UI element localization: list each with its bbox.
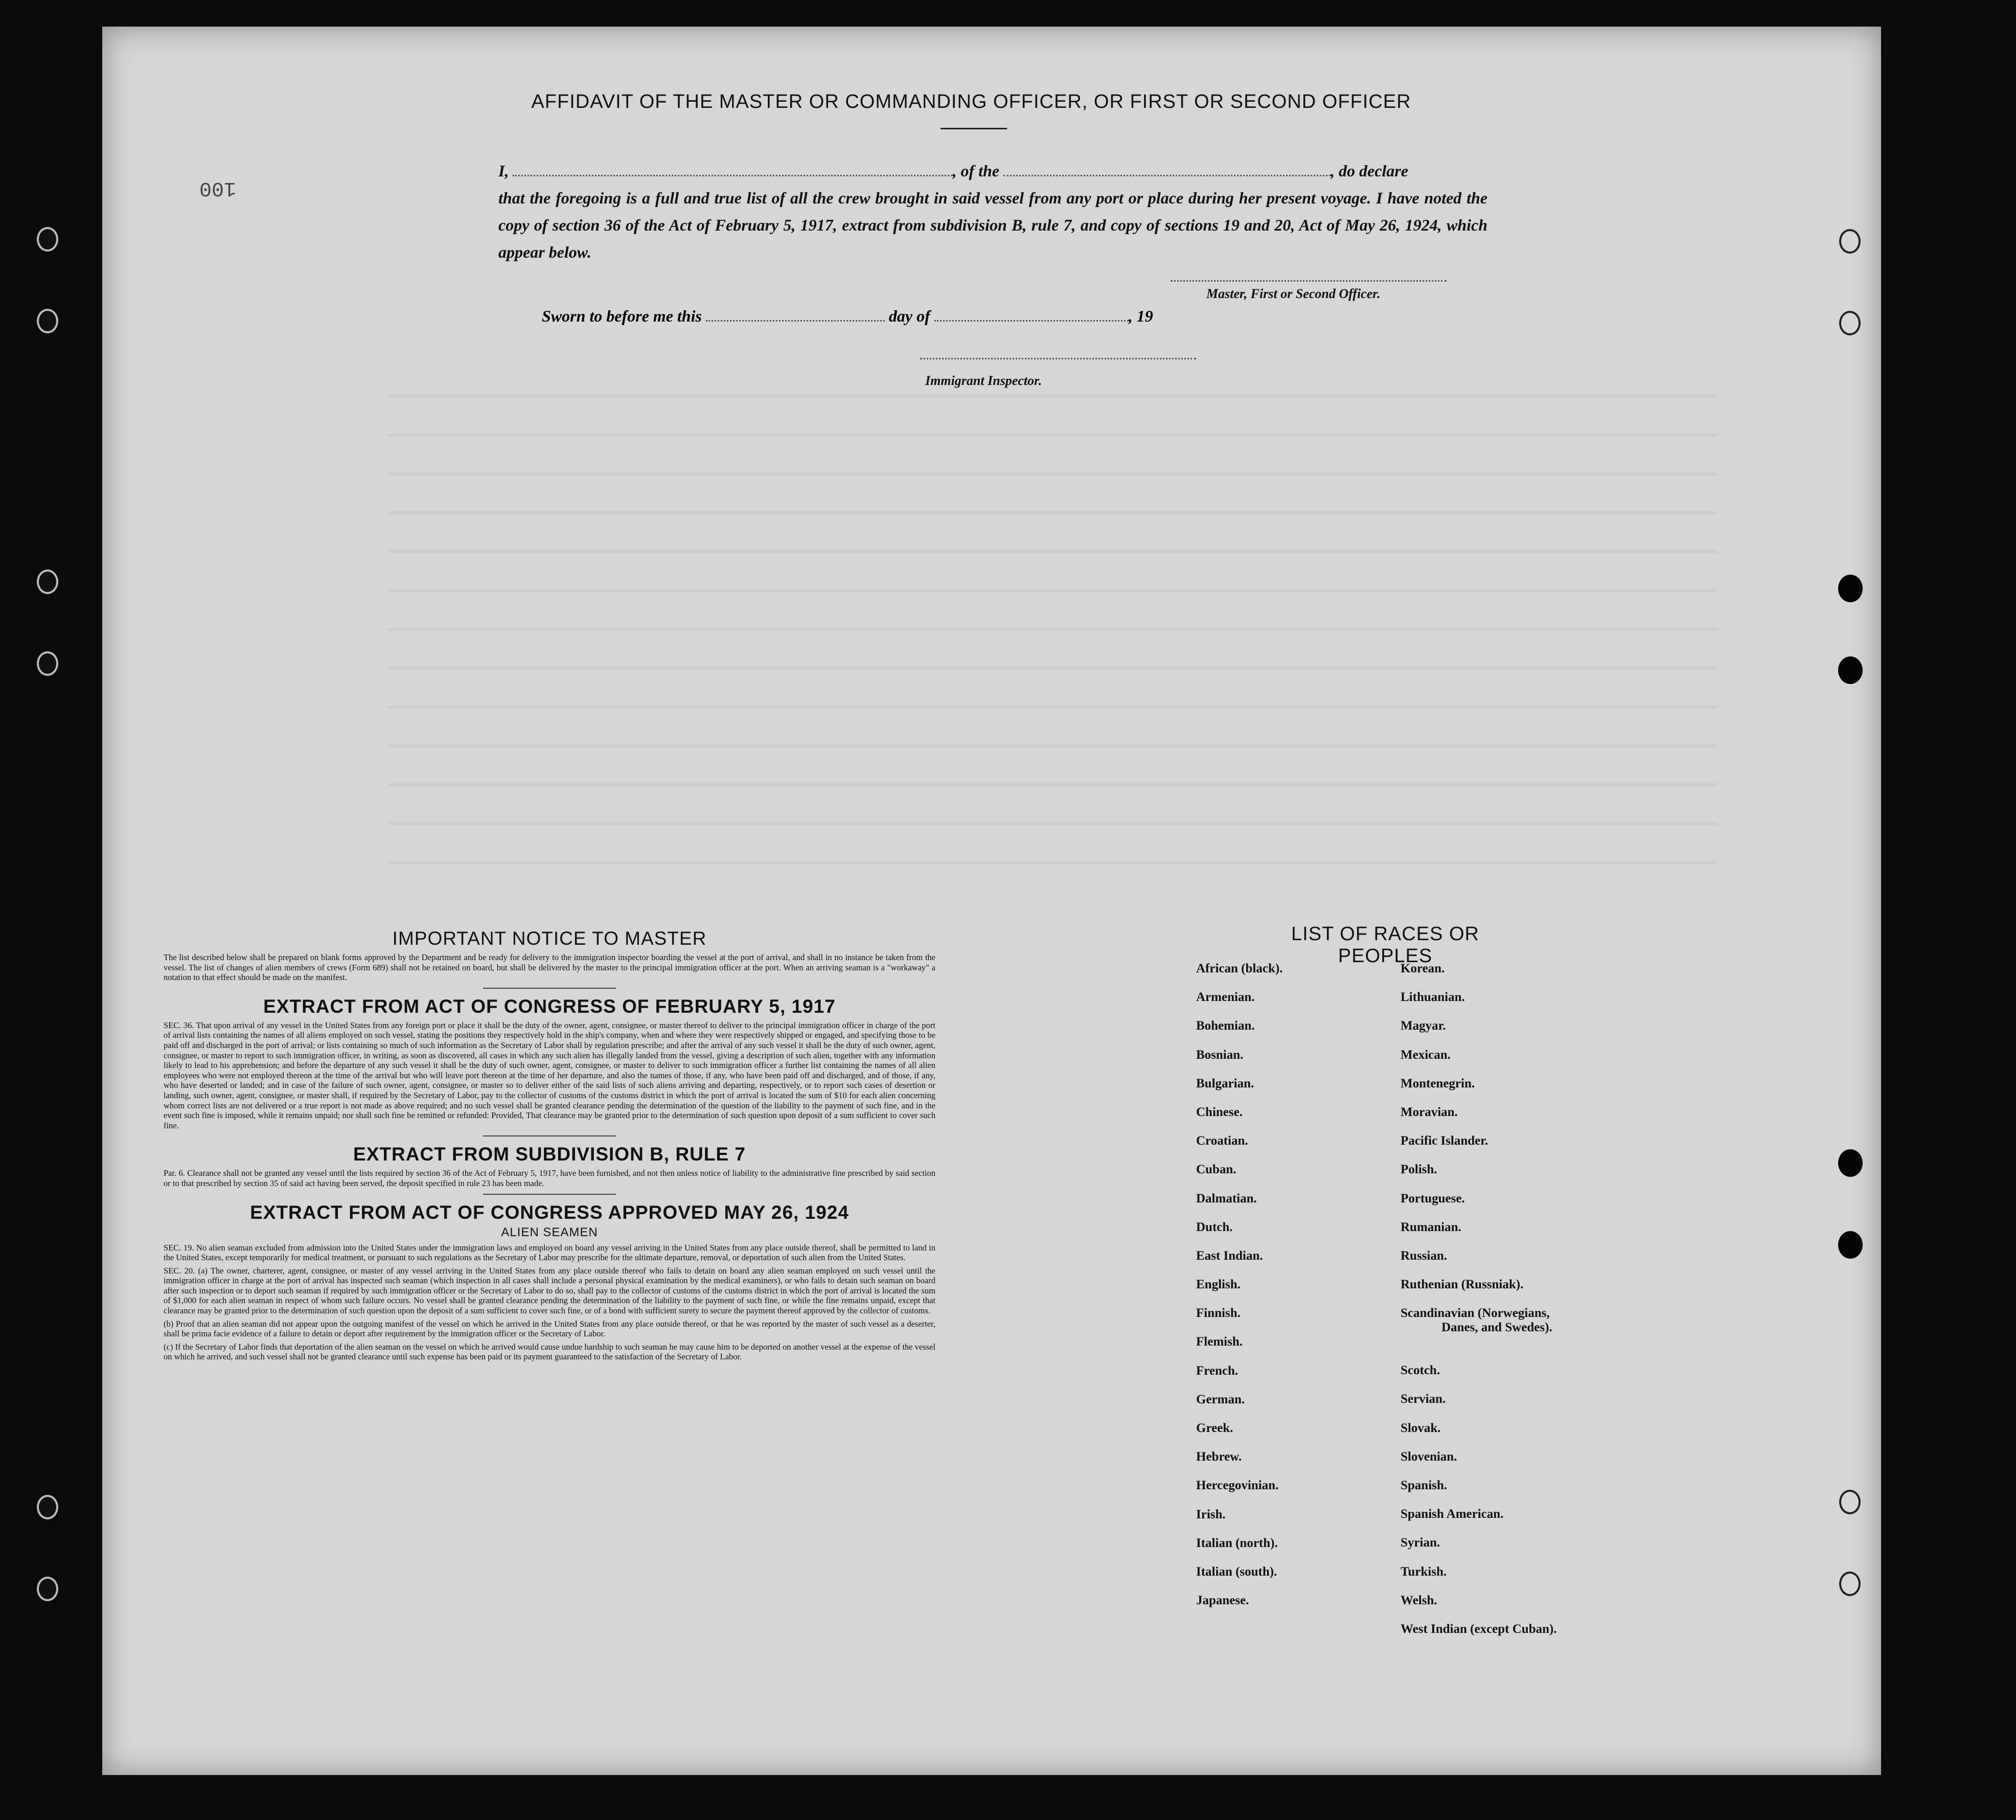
- legal-notice-block: [164, 928, 935, 1362]
- race-item: Mexican.: [1401, 1048, 1451, 1062]
- races-list-right: [1401, 961, 1557, 1650]
- race-item: Montenegrin.: [1401, 1076, 1475, 1090]
- race-item: Japanese.: [1196, 1594, 1249, 1608]
- race-item: Moravian.: [1401, 1105, 1458, 1119]
- race-item: Bohemian.: [1196, 1019, 1255, 1033]
- inspector-label: Immigrant Inspector.: [925, 373, 1042, 388]
- race-item: German.: [1196, 1392, 1245, 1406]
- day-blank: [706, 307, 885, 322]
- declare-of: , of the: [952, 162, 999, 180]
- affidavit-title: AFFIDAVIT OF THE MASTER OR COMMANDING OFFICER, OR FIRST OR SECOND OFFICER: [531, 91, 1411, 112]
- race-item: Servian.: [1401, 1392, 1446, 1406]
- name-blank: [513, 162, 952, 176]
- inspector-signature-line: [920, 358, 1196, 359]
- vessel-blank: [1003, 162, 1331, 176]
- race-item: East Indian.: [1196, 1248, 1263, 1263]
- race-item: Danes, and Swedes).: [1441, 1321, 1552, 1335]
- notice-text: The list described below shall be prepared on blank forms approved by the Department and be ready for delivery to the immigration inspector boarding the vessel at the port of arrival, and shall in no instance be taken from the vessel. The list of changes of alien members of crews (Form 689) shall not be retained on board, but shall be delivered by the master to the principal immigration officer at the port. When an arriving seaman is a "workaway" a notation to that effect should be made on the manifest.: [164, 952, 935, 983]
- document-page: [102, 27, 1881, 1775]
- punch-hole-icon: [1839, 1490, 1861, 1514]
- race-item: Croatian.: [1196, 1134, 1248, 1148]
- races-list-left: [1196, 961, 1282, 1622]
- master-signature-line: [1171, 280, 1447, 282]
- race-item: Flemish.: [1196, 1335, 1243, 1349]
- section-rule: [483, 1135, 616, 1136]
- punch-hole-icon: [1838, 656, 1863, 684]
- punch-hole-icon: [1839, 311, 1861, 335]
- sworn-line: [542, 307, 1153, 326]
- race-item: Ruthenian (Russniak).: [1401, 1278, 1524, 1292]
- binder-hole-icon: [37, 570, 58, 594]
- sworn-day: day of: [888, 307, 930, 325]
- race-item: Dalmatian.: [1196, 1191, 1257, 1205]
- race-item: Bulgarian.: [1196, 1076, 1254, 1090]
- sec19-text: SEC. 19. No alien seaman excluded from admission into the United States under the immigration laws and employed on board any vessel arriving in the United States from any place outside thereof, shall be permitted to land in the United States, except temporarily for medical treatment, or pursuant to such regulations as the Secretary of Labor may prescribe for the ultimate departure, removal, or deportation of such alien from the United States.: [164, 1242, 935, 1263]
- month-blank: [934, 307, 1129, 322]
- master-label: Master, First or Second Officer.: [1206, 286, 1381, 301]
- race-item: West Indian (except Cuban).: [1401, 1622, 1557, 1636]
- race-item: Pacific Islander.: [1401, 1134, 1488, 1148]
- race-item: Scandinavian (Norwegians,: [1401, 1306, 1550, 1321]
- rule7-text: Par. 6. Clearance shall not be granted any vessel until the lists required by section 36 of the Act of February 5, 1917, have been furnished, and not then unless notice of liability to the administrative fine prescribed by said section or to that prescribed by section 35 of said act having been served, the deposit specified in rule 23 has been made.: [164, 1168, 935, 1188]
- section-rule: [483, 988, 616, 989]
- race-item: Scotch.: [1401, 1363, 1440, 1378]
- race-item: Irish.: [1196, 1507, 1226, 1521]
- race-item: Italian (north).: [1196, 1536, 1278, 1550]
- race-item: Bosnian.: [1196, 1048, 1244, 1062]
- race-item: Hebrew.: [1196, 1450, 1242, 1464]
- race-item: Russian.: [1401, 1248, 1448, 1263]
- race-item: Portuguese.: [1401, 1191, 1465, 1205]
- sec20a-text: SEC. 20. (a) The owner, charterer, agent, consignee, or master of any vessel arriving in the United States from any place outside thereof who fails to detain on board any alien seaman employed on such vessel until the immigration officer in charge at the port of arrival has inspected such seaman (which inspection in all cases shall include a personal physical examination by the medical examiners), or who fails to detain such seaman on board after such inspection or to deport such seaman if required by such immigration officer or the Secretary of Labor to do so, shall pay to the collector of customs of the customs district in which the port of arrival is located the sum of $1,000 for each alien seaman in respect of whom such failure occurs. No vessel shall be granted clearance pending the determination of the liability to the payment of such fine, or while the fine remains unpaid, except that clearance may be granted prior to the determination of such question upon the deposit of a sum sufficient to cover such fine, or of a bond with sufficient surety to secure the payment thereof approved by the collector of customs.: [164, 1265, 935, 1316]
- race-item: Rumanian.: [1401, 1220, 1461, 1234]
- race-item: Cuban.: [1196, 1163, 1236, 1177]
- notice-title: IMPORTANT NOTICE TO MASTER: [392, 928, 707, 949]
- race-item: Welsh.: [1401, 1593, 1437, 1607]
- races-title: LIST OF RACES OR PEOPLES: [1291, 923, 1479, 967]
- sworn-year: , 19: [1128, 307, 1153, 325]
- punch-hole-icon: [1839, 229, 1861, 254]
- race-item: Spanish.: [1401, 1478, 1448, 1492]
- declare-i: I,: [498, 162, 509, 180]
- race-item: Polish.: [1401, 1163, 1437, 1177]
- race-item: African (black).: [1196, 962, 1283, 975]
- extract-1917-text: SEC. 36. That upon arrival of any vessel in the United States from any foreign port or place it shall be the duty of the owner, agent, consignee, or master thereof to deliver to the principal immigration officer in charge of the port of arrival lists containing the names of all aliens employed on such vessel, stating the positions they respectively hold in the ship's company, when and where they were respectively shipped or engaged, and specifying those to be paid off and discharged in the port of arrival; or lists containing so much of such information as the Secretary of Labor shall by regulation prescribe; and after the arrival of any such vessel it shall be the duty of such owner, agent, consignee, or master to report to such immigration officer, in writing, as soon as discovered, all cases in which any such alien has illegally landed from the vessel, giving a description of such alien, together with any information likely to lead to his apprehension; and before the departure of any such vessel it shall be the duty of such owner, agent, consignee, or master to deliver to such immigration officer a further list containing the names of all alien employees who were not employed thereon at the time of the arrival but who will leave port thereon at the time of her departure, and also the names of those, if any, who have been paid off and discharged, and of those, if any, who have deserted or landed; and in case of the failure of such owner, agent, consignee, or master so to deliver either of the said lists of such aliens arriving and departing, respectively, or to report such cases of desertion or landing, such owner, agent, consignee, or master shall, if required by the Secretary of Labor, pay to the collector of customs of the customs district in which the port of arrival is located the sum of $10 for each alien concerning whom correct lists are not delivered or a true report is not made as above required; and no such vessel shall be granted clearance pending the determination of the question of the liability to the payment of such fine, and in the event such fine is imposed, while it remains unpaid; nor shall such fine be remitted or refunded: Provided, That clearance may be granted prior to the determination of such question upon deposit of a sum sufficient to cover such fine.: [164, 1020, 935, 1130]
- race-item: Magyar.: [1401, 1019, 1446, 1033]
- bleed-through-text: [388, 389, 1717, 900]
- race-item: Lithuanian.: [1401, 990, 1465, 1005]
- binder-hole-icon: [37, 309, 58, 333]
- section-rule: [483, 1194, 616, 1195]
- declaration-body: that the foregoing is a full and true list of all the crew brought in said vessel from any port or place during her present voyage. I have noted the copy of section 36 of the Act of February 5, 1917, extract from subdivision B, rule 7, and copy of sections 19 and 20, Act of May 26, 1924, which appear below.: [498, 189, 1487, 261]
- alien-seamen-subtitle: ALIEN SEAMEN: [501, 1225, 598, 1239]
- race-item: English.: [1196, 1278, 1241, 1292]
- race-item: Armenian.: [1196, 990, 1255, 1005]
- sworn-prefix: Sworn to before me this: [542, 307, 702, 325]
- extract-1924-title: EXTRACT FROM ACT OF CONGRESS APPROVED MAY 26, 1924: [250, 1201, 849, 1223]
- race-item: Chinese.: [1196, 1105, 1243, 1119]
- race-item: Italian (south).: [1196, 1564, 1277, 1579]
- extract-1917-title: EXTRACT FROM ACT OF CONGRESS OF FEBRUARY 5, 1917: [263, 995, 836, 1017]
- punch-hole-icon: [1838, 1231, 1863, 1259]
- race-item: Slovenian.: [1401, 1449, 1457, 1464]
- race-item: Turkish.: [1401, 1564, 1447, 1579]
- race-item: Finnish.: [1196, 1306, 1241, 1321]
- sec20b-text: (b) Proof that an alien seaman did not appear upon the outgoing manifest of the vessel on which he arrived in the United States from any place outside thereof, or that he was reported by the master of such vessel as a deserter, shall be prima facie evidence of a failure to detain or deport after requirement by the immigration officer or the Secretary of Labor.: [164, 1318, 935, 1339]
- sec20c-text: (c) If the Secretary of Labor finds that deportation of the alien seaman on the vessel on which he arrived would cause undue hardship to such seaman he may cause him to be deported on another vessel at the expense of the vessel on which he arrived, and such vessel shall not be granted clearance until such expense has been paid or its payment guaranteed to the satisfaction of the Secretary of Labor.: [164, 1341, 935, 1362]
- title-rule: [941, 128, 1007, 129]
- binder-hole-icon: [37, 227, 58, 252]
- race-item: Spanish American.: [1401, 1507, 1504, 1521]
- affidavit-declaration: [498, 157, 1487, 266]
- declare-end: , do declare: [1331, 162, 1408, 180]
- race-item: French.: [1196, 1363, 1239, 1378]
- race-item: Korean.: [1401, 962, 1445, 975]
- binder-hole-icon: [37, 1495, 58, 1519]
- binder-hole-icon: [37, 651, 58, 676]
- punch-hole-icon: [1838, 575, 1863, 602]
- rule7-title: EXTRACT FROM SUBDIVISION B, RULE 7: [353, 1144, 746, 1165]
- race-item: Dutch.: [1196, 1220, 1233, 1234]
- binder-hole-icon: [37, 1577, 58, 1601]
- race-item: Hercegovinian.: [1196, 1478, 1279, 1493]
- punch-hole-icon: [1839, 1572, 1861, 1596]
- race-item: Greek.: [1196, 1421, 1233, 1435]
- race-item: Syrian.: [1401, 1536, 1440, 1550]
- page-number: 100: [199, 176, 237, 199]
- race-item: Slovak.: [1401, 1421, 1441, 1435]
- punch-hole-icon: [1838, 1149, 1863, 1177]
